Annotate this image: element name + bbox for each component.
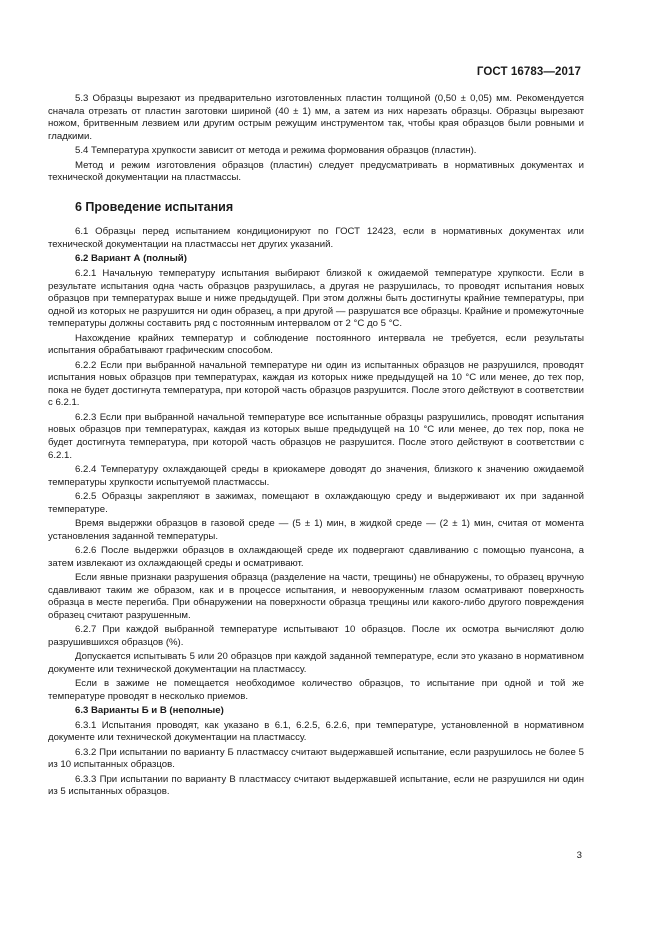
paragraph: 6.2.2 Если при выбранной начальной температуре ни один из испытанных образцов не разрушился, проводят испытания новых образцов при температурах, каждая из которых ниже предыдущей на 10 °С или менее, до тех пор, пока не будет достигнута температура, при которой часть образцов разрушится. После этого действуют в соответствии с 6.2.1. (48, 359, 584, 409)
paragraph: 6.2.6 После выдержки образцов в охлаждающей среде их подвергают сдавливанию с помощью пуансона, а затем извлекают из охлаждающей среды и осматривают. (48, 544, 584, 569)
paragraph: Если явные признаки разрушения образца (разделение на части, трещины) не обнаружены, то образец вручную сдавливают таким же образом, как и в процессе испытания, и невооруженным глазом осматривают поверхность образца в месте перегиба. При обнаружении на поверхности образца трещины или какого-либо другого повреждения образец считают разрушенным. (48, 571, 584, 621)
document-id-header: ГОСТ 16783—2017 (476, 66, 581, 78)
paragraph: Метод и режим изготовления образцов (пластин) следует предусматривать в нормативных документах и технической документации на пластмассы. (48, 159, 584, 184)
subsection-heading: 6.2 Вариант А (полный) (75, 253, 187, 265)
paragraph: 6.2.5 Образцы закрепляют в зажимах, помещают в охлаждающую среду и выдерживают их при заданной температуре. (48, 491, 584, 515)
paragraph: 5.4 Температура хрупкости зависит от метода и режима формования образцов (пластин). (75, 145, 477, 157)
paragraph: Если в зажиме не помещается необходимое количество образцов, то испытание при одной и той же температуре проводят в несколько приемов. (48, 678, 584, 702)
section-heading: 6 Проведение испытания (75, 199, 234, 214)
paragraph: 6.2.4 Температуру охлаждающей среды в криокамере доводят до значения, близкого к значению ожидаемой температуры хрупкости испытуемой пластмассы. (48, 464, 584, 488)
subsection-heading: 6.3 Варианты Б и В (неполные) (75, 705, 224, 717)
paragraph: Допускается испытывать 5 или 20 образцов при каждой заданной температуре, если это указано в нормативном документе или технической документации на пластмассу. (48, 651, 584, 675)
paragraph: 6.3.1 Испытания проводят, как указано в 6.1, 6.2.5, 6.2.6, при температуре, установленной в нормативном документе или технической документации на пластмассу. (48, 719, 584, 744)
paragraph: 6.3.2 При испытании по варианту Б пластмассу считают выдержавшей испытание, если разрушилось не более 5 из 10 испытанных образцов. (48, 746, 584, 771)
paragraph: 6.1 Образцы перед испытанием кондиционируют по ГОСТ 12423, если в нормативных документах или технической документации на пластмассы нет других указаний. (48, 226, 584, 250)
document-body (48, 93, 584, 801)
paragraph: 6.2.7 При каждой выбранной температуре испытывают 10 образцов. После их осмотра вычисляют долю разрушившихся образцов (%). (48, 624, 584, 648)
paragraph: 6.3.3 При испытании по варианту В пластмассу считают выдержавшей испытание, если не разрушился ни один из 5 испытанных образцов. (48, 773, 584, 798)
paragraph: 6.2.3 Если при выбранной начальной температуре все испытанные образцы разрушились, проводят испытания новых образцов при температурах, каждая из которых выше предыдущей на 10 °С или менее, до тех пор, пока не будет достигнута температура, при которой часть образцов не разрушится. После этого действуют в соответствии с 6.2.1. (48, 411, 584, 461)
paragraph: Время выдержки образцов в газовой среде — (5 ± 1) мин, в жидкой среде — (2 ± 1) мин, считая от момента установления заданной температуры. (48, 517, 584, 542)
paragraph: 5.3 Образцы вырезают из предварительно изготовленных пластин толщиной (0,50 ± 0,05) мм. Рекомендуется сначала отрезать от пластин заготовки шириной (40 ± 1) мм, а затем из них нарезать образцы. Образцы вырезают ножом, бритвенным лезвием или другим острым режущим инструментом так, чтобы края образцов были ровными и гладкими. (48, 93, 584, 142)
paragraph: 6.2.1 Начальную температуру испытания выбирают близкой к ожидаемой температуре хрупкости. Если в результате испытания одна часть образцов разрушилась, а другая не разрушилась, то проводят испытания новых образцов при температурах выше и ниже предыдущей. При этом должны быть достигнуты крайние температуры, при одной из которых не разрушится ни один образец, а при другой — разрушатся все образцы. Крайние и промежуточные температуры должны составить ряд с постоянным интервалом от 2 °С до 5 °С. (48, 267, 584, 330)
paragraph: Нахождение крайних температур и соблюдение постоянного интервала не требуется, если результаты испытания обрабатывают графическим способом. (48, 332, 584, 357)
page-number: 3 (576, 850, 582, 861)
